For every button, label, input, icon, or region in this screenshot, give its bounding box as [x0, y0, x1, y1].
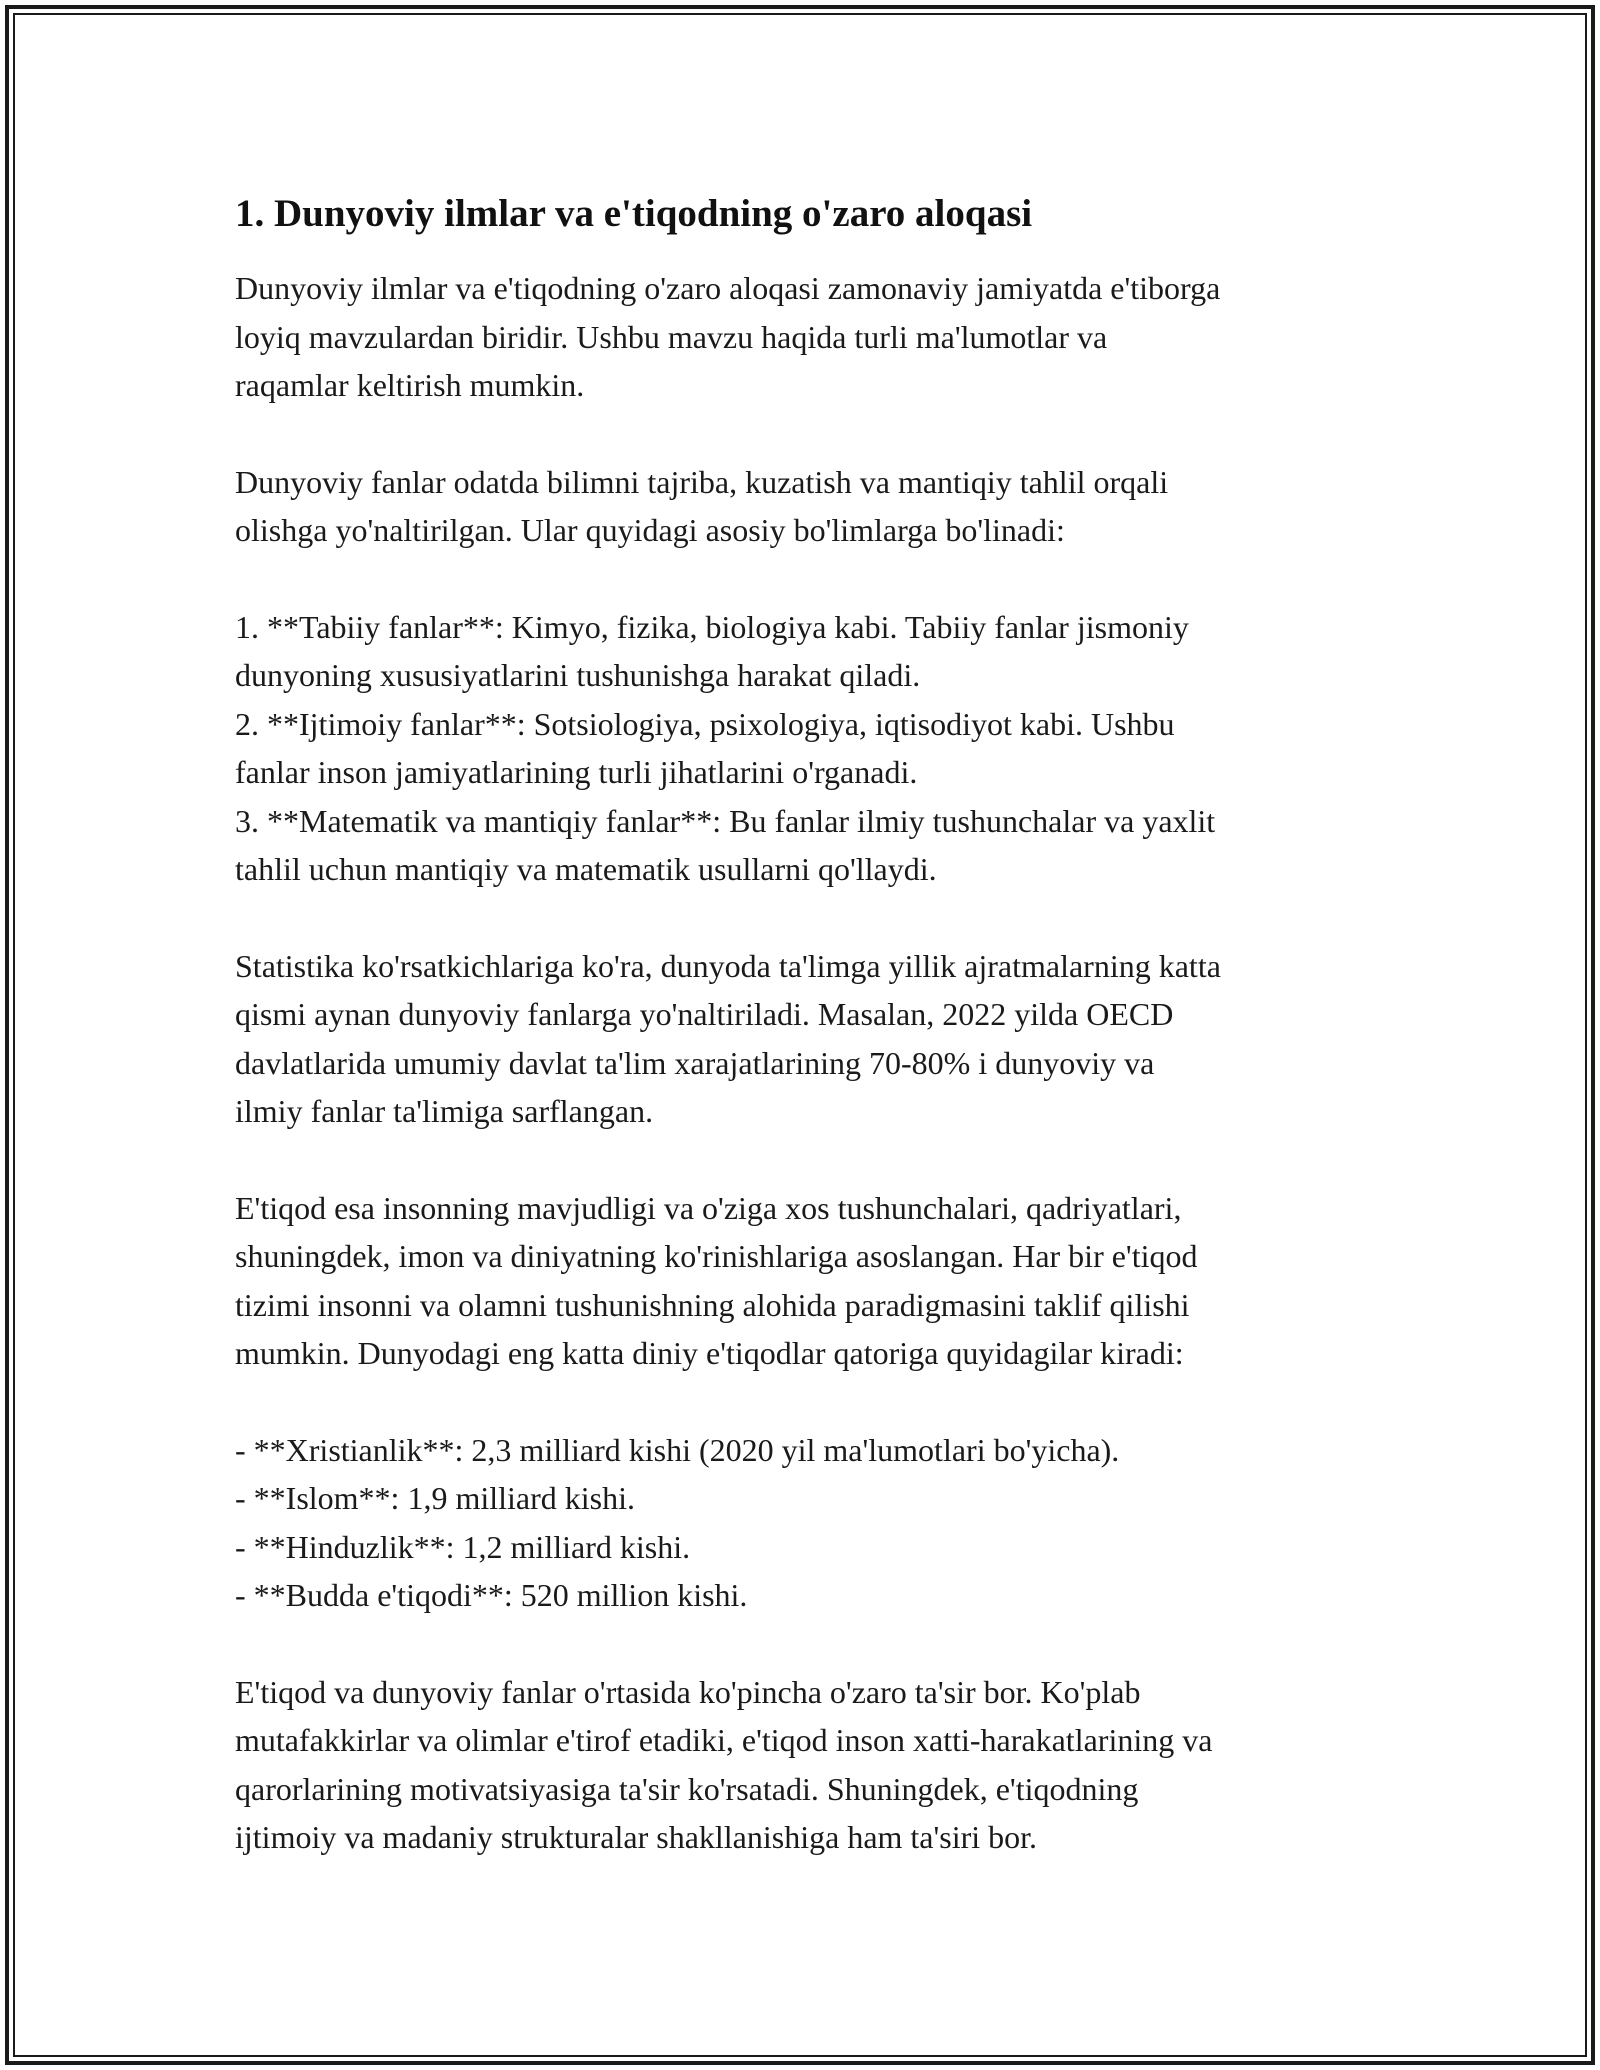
religions-list — [235, 1426, 1375, 1620]
text-line: Dunyoviy ilmlar va e'tiqodning o'zaro aloqasi zamonaviy jamiyatda e'tiborga — [235, 270, 1221, 306]
list-item: - **Hinduzlik**: 1,2 milliard kishi. — [235, 1528, 691, 1565]
text-line: olishga yo'naltirilgan. Ular quyidagi asosiy bo'limlarga bo'linadi: — [235, 512, 1065, 548]
section-heading: 1. Dunyoviy ilmlar va e'tiqodning o'zaro aloqasi — [235, 192, 1033, 235]
text-line: qismi aynan dunyoviy fanlarga yo'naltiriladi. Masalan, 2022 yilda OECD — [235, 996, 1174, 1032]
text-line: davlatlarida umumiy davlat ta'lim xarajatlarining 70-80% i dunyoviy va — [235, 1044, 1155, 1081]
text-line: ijtimoiy va madaniy strukturalar shakllanishiga ham ta'siri bor. — [235, 1819, 1038, 1855]
statistics-paragraph — [235, 942, 1375, 1136]
text-line: ilmiy fanlar ta'limiga sarflangan. — [235, 1093, 654, 1129]
list-item: fanlar inson jamiyatlarining turli jihatlarini o'rganadi. — [235, 754, 918, 790]
text-line: E'tiqod va dunyoviy fanlar o'rtasida ko'pincha o'zaro ta'sir bor. Ko'plab — [235, 1673, 1141, 1710]
text-line: raqamlar keltirish mumkin. — [235, 367, 585, 403]
list-item: - **Islom**: 1,9 milliard kishi. — [235, 1480, 635, 1516]
list-item: tahlil uchun mantiqiy va matematik usullarni qo'llaydi. — [235, 851, 937, 887]
text-line: Statistika ko'rsatkichlariga ko'ra, dunyoda ta'limga yillik ajratmalarning katta — [235, 947, 1221, 984]
text-line: shuningdek, imon va diniyatning ko'rinishlariga asoslangan. Har bir e'tiqod — [235, 1238, 1198, 1274]
text-line: Dunyoviy fanlar odatda bilimni tajriba, kuzatish va mantiqiy tahlil orqali — [235, 463, 1169, 500]
secular-sciences-paragraph — [235, 458, 1375, 555]
text-line: mutafakkirlar va olimlar e'tirof etadiki, e'tiqod inson xatti-harakatlarining va — [235, 1722, 1213, 1758]
text-line: qarorlarining motivatsiyasiga ta'sir ko'rsatadi. Shuningdek, e'tiqodning — [235, 1770, 1139, 1807]
list-item: - **Xristianlik**: 2,3 milliard kishi (2020 yil ma'lumotlari bo'yicha). — [235, 1431, 1120, 1468]
text-line: tizimi insonni va olamni tushunishning alohida paradigmasini taklif qilishi — [235, 1286, 1190, 1323]
text-line: E'tiqod esa insonning mavjudligi va o'ziga xos tushunchalari, qadriyatlari, — [235, 1189, 1182, 1226]
conclusion-paragraph — [235, 1668, 1375, 1862]
intro-paragraph — [235, 264, 1375, 410]
science-types-list — [235, 603, 1375, 894]
list-item: - **Budda e'tiqodi**: 520 million kishi. — [235, 1577, 748, 1613]
text-line: mumkin. Dunyodagi eng katta diniy e'tiqodlar qatoriga quyidagilar kiradi: — [235, 1335, 1184, 1371]
text-line: loyiq mavzulardan biridir. Ushbu mavzu haqida turli ma'lumotlar va — [235, 318, 1108, 355]
list-item: 1. **Tabiiy fanlar**: Kimyo, fizika, biologiya kabi. Tabiiy fanlar jismoniy — [235, 608, 1189, 645]
document-body — [235, 188, 1375, 1910]
list-item: 3. **Matematik va mantiqiy fanlar**: Bu fanlar ilmiy tushunchalar va yaxlit — [235, 802, 1216, 839]
belief-paragraph — [235, 1184, 1375, 1378]
list-item: dunyoning xususiyatlarini tushunishga harakat qiladi. — [235, 657, 921, 693]
list-item: 2. **Ijtimoiy fanlar**: Sotsiologiya, psixologiya, iqtisodiyot kabi. Ushbu — [235, 705, 1175, 742]
